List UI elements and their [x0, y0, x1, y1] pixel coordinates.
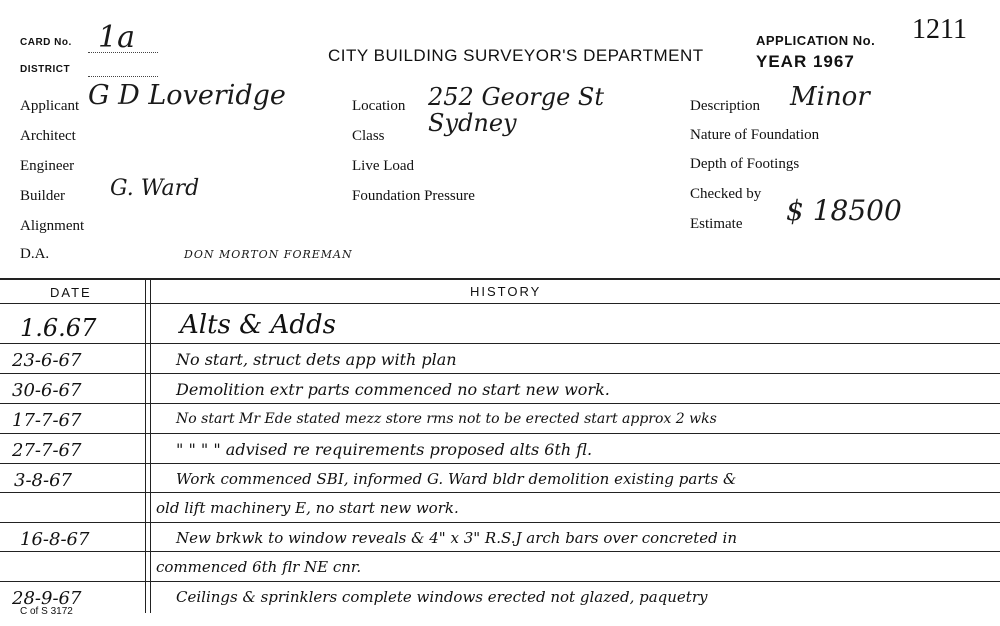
history-entry: Alts & Adds [180, 310, 336, 340]
application-label: APPLICATION No. [756, 33, 876, 48]
description-label: Description [690, 98, 760, 114]
live-load-label: Live Load [352, 158, 415, 174]
da-value: DON MORTON FOREMAN [184, 248, 353, 261]
application-number: 1211 [912, 14, 967, 45]
history-column-header: HISTORY [470, 284, 542, 299]
date-column-header: DATE [50, 285, 92, 300]
card-no-value: 1a [98, 20, 135, 55]
history-date: 16-8-67 [20, 529, 90, 550]
history-date: 27-7-67 [12, 440, 82, 461]
form-code: C of S 3172 [20, 606, 73, 617]
architect-label: Architect [20, 128, 76, 144]
depth-of-footings-label: Depth of Footings [690, 156, 800, 172]
card-no-label: CARD No. [20, 37, 72, 48]
estimate-label: Estimate [690, 216, 743, 232]
engineer-label: Engineer [20, 158, 75, 174]
description-value: Minor [790, 82, 870, 112]
history-entry: Ceilings & sprinklers complete windows erected not glazed, paquetry [176, 588, 708, 606]
history-date: 23-6-67 [12, 350, 82, 371]
district-label: DISTRICT [20, 64, 71, 75]
history-entry-continued: commenced 6th flr NE cnr. [156, 558, 362, 576]
department-title: CITY BUILDING SURVEYOR'S DEPARTMENT [328, 46, 704, 65]
class-label: Class [352, 128, 385, 144]
history-date: 1.6.67 [20, 314, 97, 342]
applicant-label: Applicant [20, 98, 80, 114]
history-entry: New brkwk to window reveals & 4" x 3" R.S.J arch bars over concreted in [176, 529, 737, 547]
location-label: Location [352, 98, 406, 114]
applicant-value: G D Loveridge [88, 80, 286, 111]
estimate-value: $ 18500 [786, 194, 902, 227]
history-entry: Work commenced SBI, informed G. Ward bldr demolition existing parts & [176, 470, 737, 488]
builder-label: Builder [20, 188, 65, 204]
history-date: 30-6-67 [12, 380, 82, 401]
foundation-pressure-label: Foundation Pressure [352, 188, 475, 204]
nature-of-foundation-label: Nature of Foundation [690, 127, 820, 143]
history-date: 17-7-67 [12, 410, 82, 431]
location-value: 252 George St Sydney [428, 83, 605, 137]
history-entry-continued: old lift machinery E, no start new work. [156, 499, 459, 517]
history-entry: No start, struct dets app with plan [176, 350, 457, 369]
checked-by-label: Checked by [690, 186, 762, 202]
builder-value: G. Ward [110, 176, 200, 201]
history-date: 28-9-67 [12, 588, 82, 609]
da-label: D.A. [20, 246, 50, 262]
year-label: YEAR 1967 [756, 52, 855, 71]
history-date: 3-8-67 [14, 470, 72, 491]
history-entry: Demolition extr parts commenced no start new work. [176, 380, 610, 399]
history-entry: " " " " advised re requirements proposed alts 6th fl. [176, 440, 593, 459]
history-entry: No start Mr Ede stated mezz store rms not to be erected start approx 2 wks [176, 411, 717, 427]
alignment-label: Alignment [20, 218, 85, 234]
